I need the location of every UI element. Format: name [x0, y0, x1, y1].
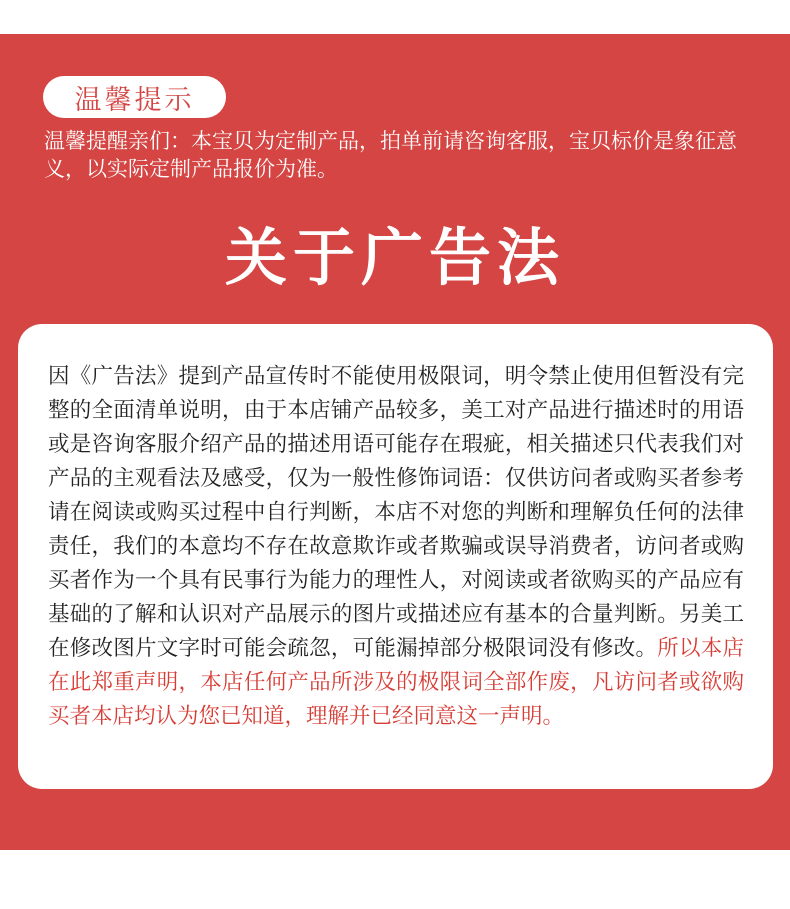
tip-label: 温馨提示 [74, 84, 195, 116]
tip-label-pill [43, 76, 226, 118]
headline: 关于广告法 [224, 221, 565, 294]
top-margin [0, 0, 790, 34]
disclaimer-highlight: 所以本店在此郑重声明，本店任何产品所涉及的极限词全部作废，凡访问者或欲购买者本店均认为您已知道，理解并已经同意这一声明。 [48, 636, 744, 729]
notice-text: 温馨提醒亲们：本宝贝为定制产品，拍单前请咨询客服，宝贝标价是象征意义，以实际定制产品报价为准。 [44, 129, 737, 181]
bottom-margin [0, 850, 790, 909]
disclaimer-text [48, 360, 744, 734]
disclaimer-card [18, 324, 773, 789]
disclaimer-body: 因《广告法》提到产品宣传时不能使用极限词，明令禁止使用但暂没有完整的全面清单说明，由于本店铺产品较多，美工对产品进行描述时的用语或是咨询客服介绍产品的描述用语可能存在瑕疵，相关描述只代表我们对产品的主观看法及感受，仅为一般性修饰词语：仅供访问者或购买者参考请在阅读或购买过程中自行判断，本店不对您的判断和理解负任何的法律责任，我们的本意均不存在故意欺诈或者欺骗或误导消费者，访问者或购买者作为一个具有民事行为能力的理性人，对阅读或者欲购买的产品应有基础的了解和认识对产品展示的图片或描述应有基本的合量判断。另美工在修改图片文字时可能会疏忽，可能漏掉部分极限词没有修改。 [48, 364, 744, 661]
